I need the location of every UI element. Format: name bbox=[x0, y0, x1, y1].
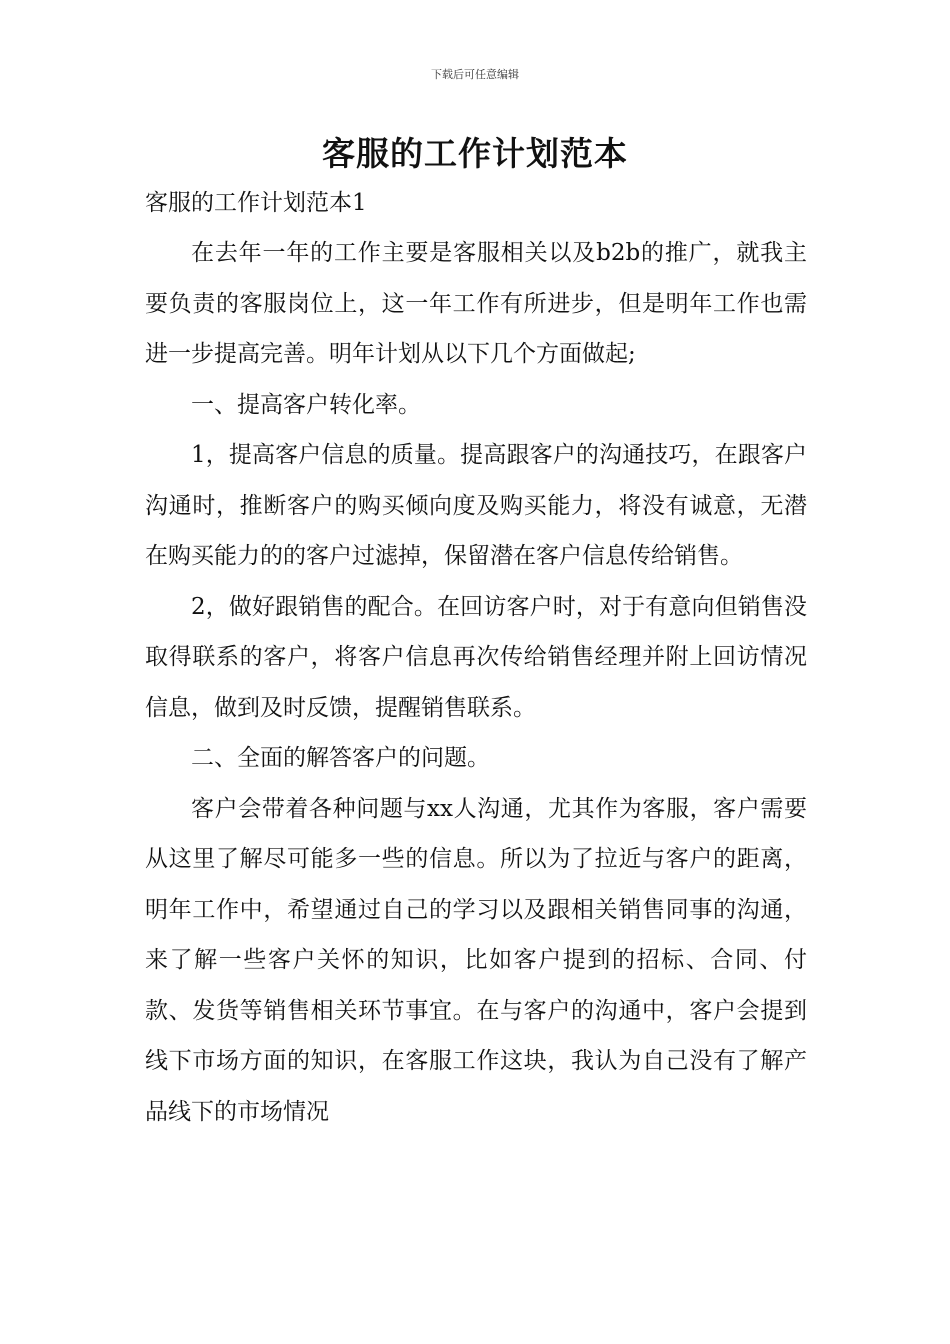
document-body bbox=[145, 178, 807, 1137]
header-note: 下载后可任意编辑 bbox=[431, 68, 519, 81]
heading-section-two: 二、全面的解答客户的问题。 bbox=[191, 745, 490, 771]
paragraph-intro: 在去年一年的工作主要是客服相关以及b2b的推广，就我主要负责的客服岗位上，这一年工作有所进步，但是明年工作也需进一步提高完善。明年计划从以下几个方面做起; bbox=[145, 240, 807, 367]
paragraph-item-two: 2，做好跟销售的配合。在回访客户时，对于有意向但销售没取得联系的客户，将客户信息再次传给销售经理并附上回访情况信息，做到及时反馈，提醒销售联系。 bbox=[145, 593, 807, 721]
heading-section-one: 一、提高客户转化率。 bbox=[191, 391, 421, 418]
paragraph-item-one: 1，提高客户信息的质量。提高跟客户的沟通技巧，在跟客户沟通时，推断客户的购买倾向度及购买能力，将没有诚意，无潜在购买能力的的客户过滤掉，保留潜在客户信息传给销售。 bbox=[145, 442, 807, 569]
document-title: 客服的工作计划范本 bbox=[322, 134, 628, 173]
paragraph-section-two: 客户会带着各种问题与xx人沟通，尤其作为客服，客户需要从这里了解尽可能多一些的信息。所以为了拉近与客户的距离，明年工作中，希望通过自己的学习以及跟相关销售同事的沟通，来了解一些客户关怀的知识，比如客户提到的招标、合同、付款、发货等销售相关环节事宜。在与客户的沟通中，客户会提到线下市场方面的知识，在客服工作这块，我认为自己没有了解产品线下的市场情况 bbox=[145, 795, 807, 1125]
section-subtitle: 客服的工作计划范本1 bbox=[145, 190, 367, 216]
